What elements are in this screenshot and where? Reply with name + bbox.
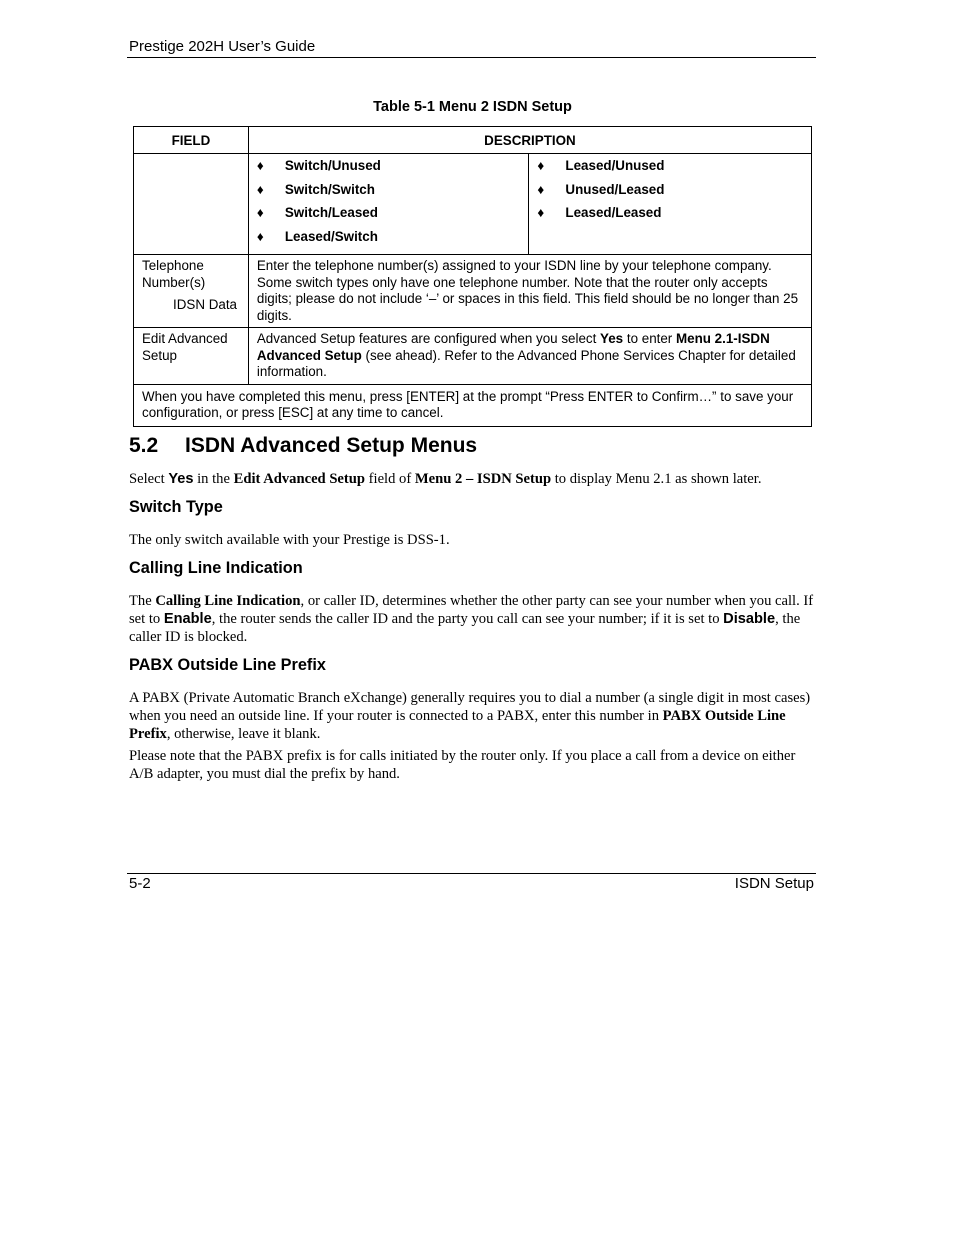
advanced-field-cell (134, 328, 249, 385)
list-item: ♦ Leased/Switch (256, 228, 378, 244)
table-row (134, 384, 812, 426)
footer-rule (127, 873, 816, 874)
telephone-description-cell (248, 255, 811, 328)
switch-type-text: The only switch available with your Prestige is DSS-1. (129, 532, 450, 548)
running-header: Prestige 202H User’s Guide (129, 38, 316, 55)
calling-line-text: The Calling Line Indication, or caller ID, determines whether the other party can see your number when you call. If set to Enable, the router sends the caller ID and the party you call can see your number; if it is set to Disable, the caller ID is blocked. (129, 593, 814, 645)
diamond-bullet-icon: ♦ (256, 181, 264, 197)
isdn-data-sublabel: IDSN Data (173, 297, 237, 312)
telephone-field-cell (134, 255, 249, 328)
diamond-bullet-icon: ♦ (537, 181, 545, 197)
table-footer-note: When you have completed this menu, press [ENTER] at the prompt “Press ENTER to Confirm…” to save your configuration, or press [ESC] at any time to cancel. (142, 388, 794, 420)
advanced-description-cell (248, 328, 811, 385)
calling-line-heading: Calling Line Indication (129, 559, 303, 577)
table-row (134, 328, 812, 385)
col-description-header: DESCRIPTION (248, 127, 811, 154)
pabx-paragraph-1: A PABX (Private Automatic Branch eXchange) generally requires you to dial a number (a single digit in most cases) when you need an outside line. If your router is connected to a PABX, enter this number in PABX Outside Line Prefix, otherwise, leave it blank. (129, 690, 811, 742)
switch-type-heading: Switch Type (129, 498, 223, 516)
diamond-bullet-icon: ♦ (537, 158, 545, 173)
diamond-bullet-icon: ♦ (256, 205, 264, 220)
advanced-description: Advanced Setup features are configured when you select Yes to enter Menu 2.1-ISDN Advanced Setup (see ahead). Refer to the Advanced Phone Services Chapter for detailed information. (256, 331, 796, 379)
switch-options-right (529, 154, 812, 255)
list-item: ♦ Switch/Switch (256, 181, 375, 197)
pabx-heading: PABX Outside Line Prefix (129, 656, 326, 674)
table-caption: Table 5-1 Menu 2 ISDN Setup (373, 99, 572, 115)
pabx-paragraph-2: Please note that the PABX prefix is for calls initiated by the router only. If you place a call from a device on either A/B adapter, you must dial the prefix by hand. (129, 748, 796, 782)
list-item: ♦ Switch/Unused (256, 158, 381, 173)
table-footer-note-cell (134, 384, 812, 426)
empty-field-cell (134, 154, 249, 255)
section-intro: Select Yes in the Edit Advanced Setup field of Menu 2 – ISDN Setup to display Menu 2.1 as shown later. (129, 471, 762, 487)
list-item: ♦ Switch/Leased (256, 205, 378, 220)
col-field-header: FIELD (134, 127, 249, 154)
isdn-setup-table (133, 126, 812, 427)
table-row (134, 255, 812, 328)
telephone-description: Enter the telephone number(s) assigned to your ISDN line by your telephone company. Some switch types only have one telephone number. Note that the router only accepts digits; please do not include ‘–’ or spaces in this field. This field should be no longer than 25 digits. (256, 258, 799, 323)
telephone-field-label: Telephone Number(s) (142, 258, 206, 290)
list-item: ♦ Leased/Unused (537, 158, 665, 173)
list-item: ♦ Unused/Leased (537, 181, 665, 197)
header-rule (127, 57, 816, 58)
diamond-bullet-icon: ♦ (256, 158, 264, 173)
switch-options-left (248, 154, 529, 255)
advanced-field-label: Edit Advanced Setup (142, 331, 228, 363)
chapter-name: ISDN Setup (734, 875, 814, 892)
table-row (134, 154, 812, 255)
section-title: 5.2 ISDN Advanced Setup Menus (129, 434, 478, 457)
list-item: ♦ Leased/Leased (537, 205, 662, 220)
diamond-bullet-icon: ♦ (537, 205, 545, 220)
diamond-bullet-icon: ♦ (256, 228, 264, 244)
table-header-row (134, 127, 812, 154)
page-number: 5-2 (129, 875, 151, 892)
